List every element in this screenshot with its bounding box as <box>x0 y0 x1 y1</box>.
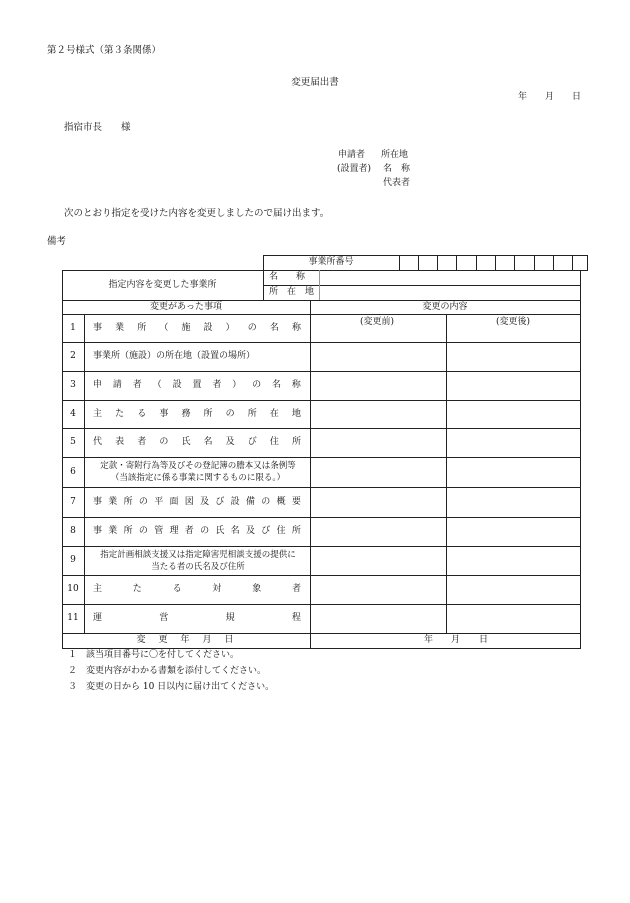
office-number-digit-5[interactable] <box>476 255 495 270</box>
row-number: 7 <box>70 496 76 507</box>
row-number: 8 <box>70 526 76 536</box>
change-date-day: 日 <box>479 635 489 645</box>
office-number-digit-6[interactable] <box>495 255 514 270</box>
item-text: 事 業 所 の 平 面 図 及 び 設 備 の 概 要 <box>93 497 301 507</box>
item-text: 運 営 規 程 <box>93 613 301 623</box>
row-number: 11 <box>67 613 79 623</box>
office-number-digit-3[interactable] <box>437 255 456 270</box>
after-change-label: (変更後) <box>496 317 531 327</box>
item-text: 主 た る 事 務 所 の 所 在 地 <box>93 409 301 419</box>
date-month: 月 <box>545 92 555 102</box>
office-number-digit-4[interactable] <box>456 255 476 270</box>
body-text: 次のとおり指定を受けた内容を変更しましたので届け出ます。 <box>64 208 330 219</box>
note-item: ３ 変更の日から 10 日以内に届け出てください。 <box>68 682 275 692</box>
office-address-label: 所 在 地 <box>269 287 315 297</box>
note-item: １ 該当項目番号に〇を付してください。 <box>68 650 240 660</box>
office-number-digit-9[interactable] <box>553 255 572 270</box>
item-text: 事業所（施設）の所在地（設置の場所） <box>93 351 256 361</box>
office-name-label: 名 称 <box>269 272 306 282</box>
item-line-1: 定款・寄附行為等及びその登記簿の謄本又は条例等 <box>100 461 296 471</box>
change-contents-header: 変更の内容 <box>422 301 468 312</box>
office-address-field[interactable] <box>320 285 580 300</box>
applicant-name-label: 名 称 <box>383 164 411 174</box>
addressee: 指宿市長 様 <box>64 122 131 133</box>
document-title: 変更届出書 <box>291 77 339 88</box>
item-text: 事 業 所 （ 施 設 ） の 名 称 <box>93 323 301 333</box>
row-number: 10 <box>67 584 79 594</box>
row-number: 3 <box>70 380 76 390</box>
row-number: 5 <box>70 437 76 447</box>
representative-label: 代表者 <box>383 178 411 188</box>
office-number-digit-10[interactable] <box>572 255 587 270</box>
row-number: 6 <box>70 466 76 477</box>
before-change-label: (変更前) <box>360 317 395 327</box>
office-number-label: 事業所番号 <box>308 257 354 267</box>
date-day: 日 <box>572 92 582 102</box>
applicant-label: 申請者 <box>338 150 366 160</box>
item-text: 事 業 所 の 管 理 者 の 氏 名 及 び 住 所 <box>93 526 301 536</box>
date-year: 年 <box>518 92 528 102</box>
change-date-label: 変 更 年 月 日 <box>136 635 236 645</box>
office-name-field[interactable] <box>320 270 580 285</box>
change-date-month: 月 <box>451 635 461 645</box>
office-number-digit-2[interactable] <box>418 255 437 270</box>
item-text: 代 表 者 の 氏 名 及 び 住 所 <box>93 437 301 447</box>
item-line-1: 指定計画相談支援又は指定障害児相談支援の提供に <box>100 550 296 560</box>
row-number: 1 <box>70 322 76 333</box>
row-number: 9 <box>70 555 76 565</box>
item-line-2: （当該指定に係る事業に関するものに限る。） <box>110 473 286 483</box>
item-line-2: 当たる者の氏名及び住所 <box>151 562 245 572</box>
remarks-label: 備考 <box>47 236 67 247</box>
row-number: 4 <box>70 408 76 419</box>
changed-office-label: 指定内容を変更した事業所 <box>108 279 217 290</box>
item-text: 主 た る 対 象 者 <box>93 584 301 594</box>
office-number-digit-8[interactable] <box>534 255 553 270</box>
office-number-digit-7[interactable] <box>514 255 534 270</box>
applicant-address-label: 所在地 <box>381 150 409 160</box>
office-number-digit-1[interactable] <box>399 255 418 270</box>
submission-date <box>518 93 581 102</box>
row-number: 2 <box>70 351 76 361</box>
note-item: ２ 変更内容がわかる書類を添付してください。 <box>68 666 267 676</box>
item-text: 申 請 者 （ 設 置 者 ） の 名 称 <box>93 380 301 390</box>
change-date-year: 年 <box>424 635 434 645</box>
item-text-multiline <box>90 549 306 573</box>
founder-label: (設置者) <box>337 164 372 174</box>
changed-items-header: 変更があった事項 <box>150 301 222 312</box>
form-number: 第２号様式（第３条関係） <box>47 45 162 56</box>
item-text-multiline <box>90 460 306 484</box>
